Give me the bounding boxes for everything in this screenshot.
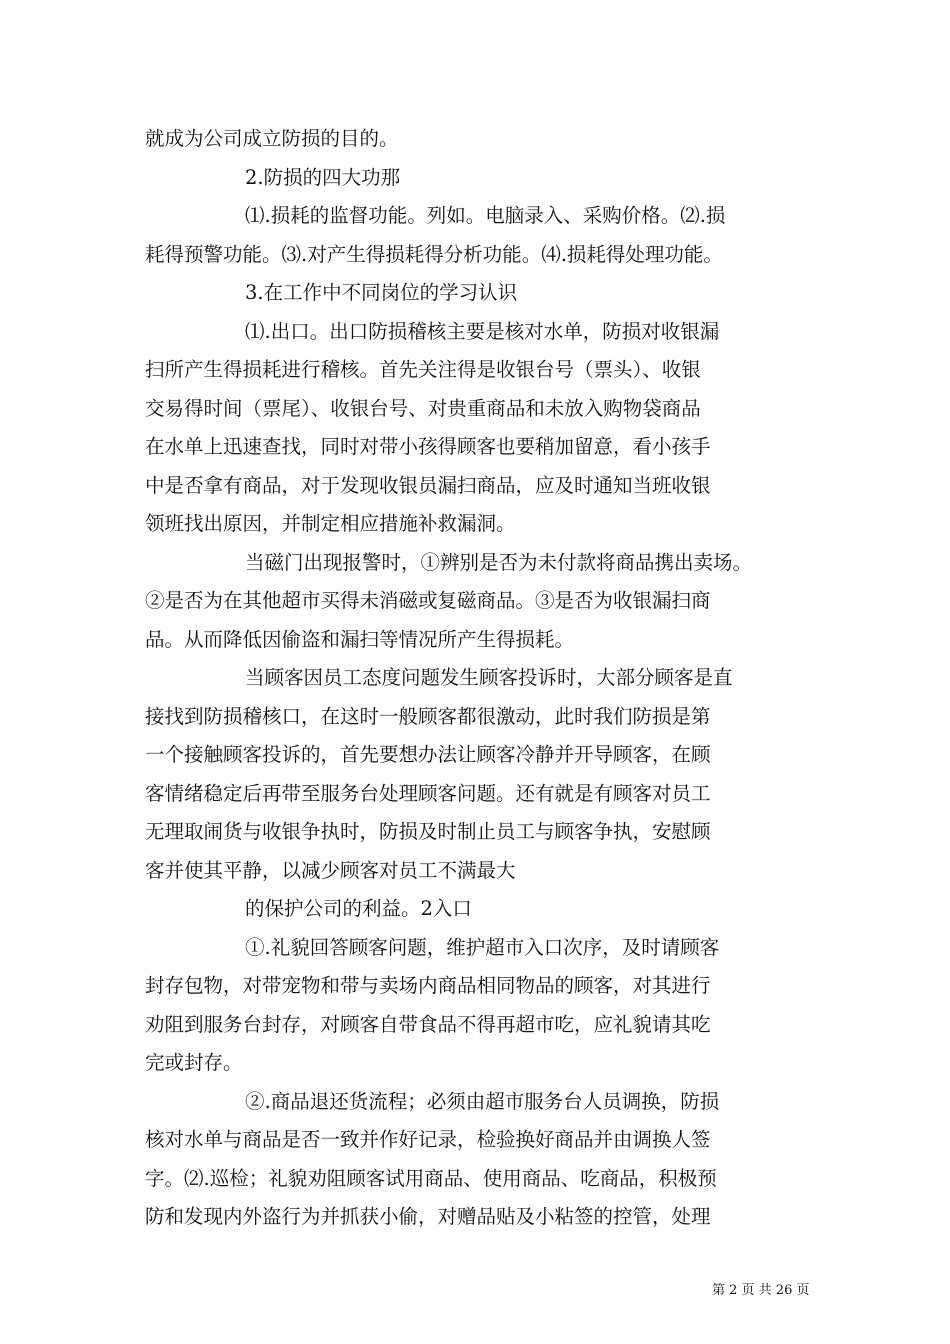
- text-line: 完或封存。: [145, 1051, 243, 1074]
- text-line: ⑴.损耗的监督功能。列如。电脑录入、采购价格。⑵.损: [245, 204, 726, 227]
- text-line: 领班找出原因，并制定相应措施补救漏洞。: [145, 512, 516, 535]
- text-line: 就成为公司成立防损的目的。: [145, 127, 399, 150]
- text-line: 核对水单与商品是否一致并作好记录，检验换好商品并由调换人签: [145, 1128, 711, 1151]
- text-line: 品。从而降低因偷盗和漏扫等情况所产生得损耗。: [145, 627, 575, 651]
- text-line: 的保护公司的利益。2入口: [245, 897, 472, 920]
- text-line: ②.商品退还货流程；必须由超市服务台人员调换，防损: [245, 1089, 720, 1113]
- text-line: ⑴.出口。出口防损稽核主要是核对水单，防损对收银漏: [245, 319, 720, 343]
- text-line: 客情绪稳定后再带至服务台处理顾客问题。还有就是有顾客对员工: [145, 781, 711, 805]
- text-line: 当顾客因员工态度问题发生顾客投诉时，大部分顾客是直: [245, 666, 733, 689]
- text-line: 无理取闹货与收银争执时，防损及时制止员工与顾客争执，安慰顾: [145, 820, 711, 843]
- text-line: 接找到防损稽核口，在这时一般顾客都很激动，此时我们防损是第: [145, 704, 711, 728]
- text-line: 2.防损的四大功那: [245, 165, 401, 189]
- text-line: 中是否拿有商品，对于发现收银员漏扫商品，应及时通知当班收银: [145, 473, 711, 497]
- text-line: 扫所产生得损耗进行稽核。首先关注得是收银台号（票头）、收银: [145, 358, 701, 381]
- text-line: ②是否为在其他超市买得未消磁或复磁商品。③是否为收银漏扫商: [145, 589, 711, 612]
- text-line: 字。⑵.巡检；礼貌劝阻顾客试用商品、使用商品、吃商品，积极预: [145, 1166, 717, 1190]
- page-number: 第 2 页 共 26 页: [712, 1283, 810, 1298]
- text-line: 封存包物，对带宠物和带与卖场内商品相同物品的顾客，对其进行: [145, 974, 711, 997]
- text-line: 一个接触顾客投诉的，首先要想办法让顾客冷静并开导顾客，在顾: [145, 743, 711, 766]
- text-line: 防和发现内外盗行为并抓获小偷，对赠品贴及小粘签的控管，处理: [145, 1205, 711, 1228]
- text-line: 耗得预警功能。⑶.对产生得损耗得分析功能。⑷.损耗得处理功能。: [145, 242, 723, 266]
- text-line: 在水单上迅速查找，同时对带小孩得顾客也要稍加留意，看小孩手: [145, 435, 711, 458]
- text-line: 3.在工作中不同岗位的学习认识: [245, 281, 518, 304]
- text-line: 当磁门出现报警时，①辨别是否为未付款将商品携出卖场。: [245, 550, 753, 574]
- document-body: [145, 120, 815, 1237]
- text-line: 客并使其平静，以减少顾客对员工不满最大: [145, 858, 516, 882]
- text-line: 劝阻到服务台封存，对顾客自带食品不得再超市吃，应礼貌请其吃: [145, 1012, 711, 1036]
- text-line: ①.礼貌回答顾客问题，维护超市入口次序，及时请顾客: [245, 935, 720, 959]
- text-line: 交易得时间（票尾）、收银台号、对贵重商品和未放入购物袋商品: [145, 396, 701, 420]
